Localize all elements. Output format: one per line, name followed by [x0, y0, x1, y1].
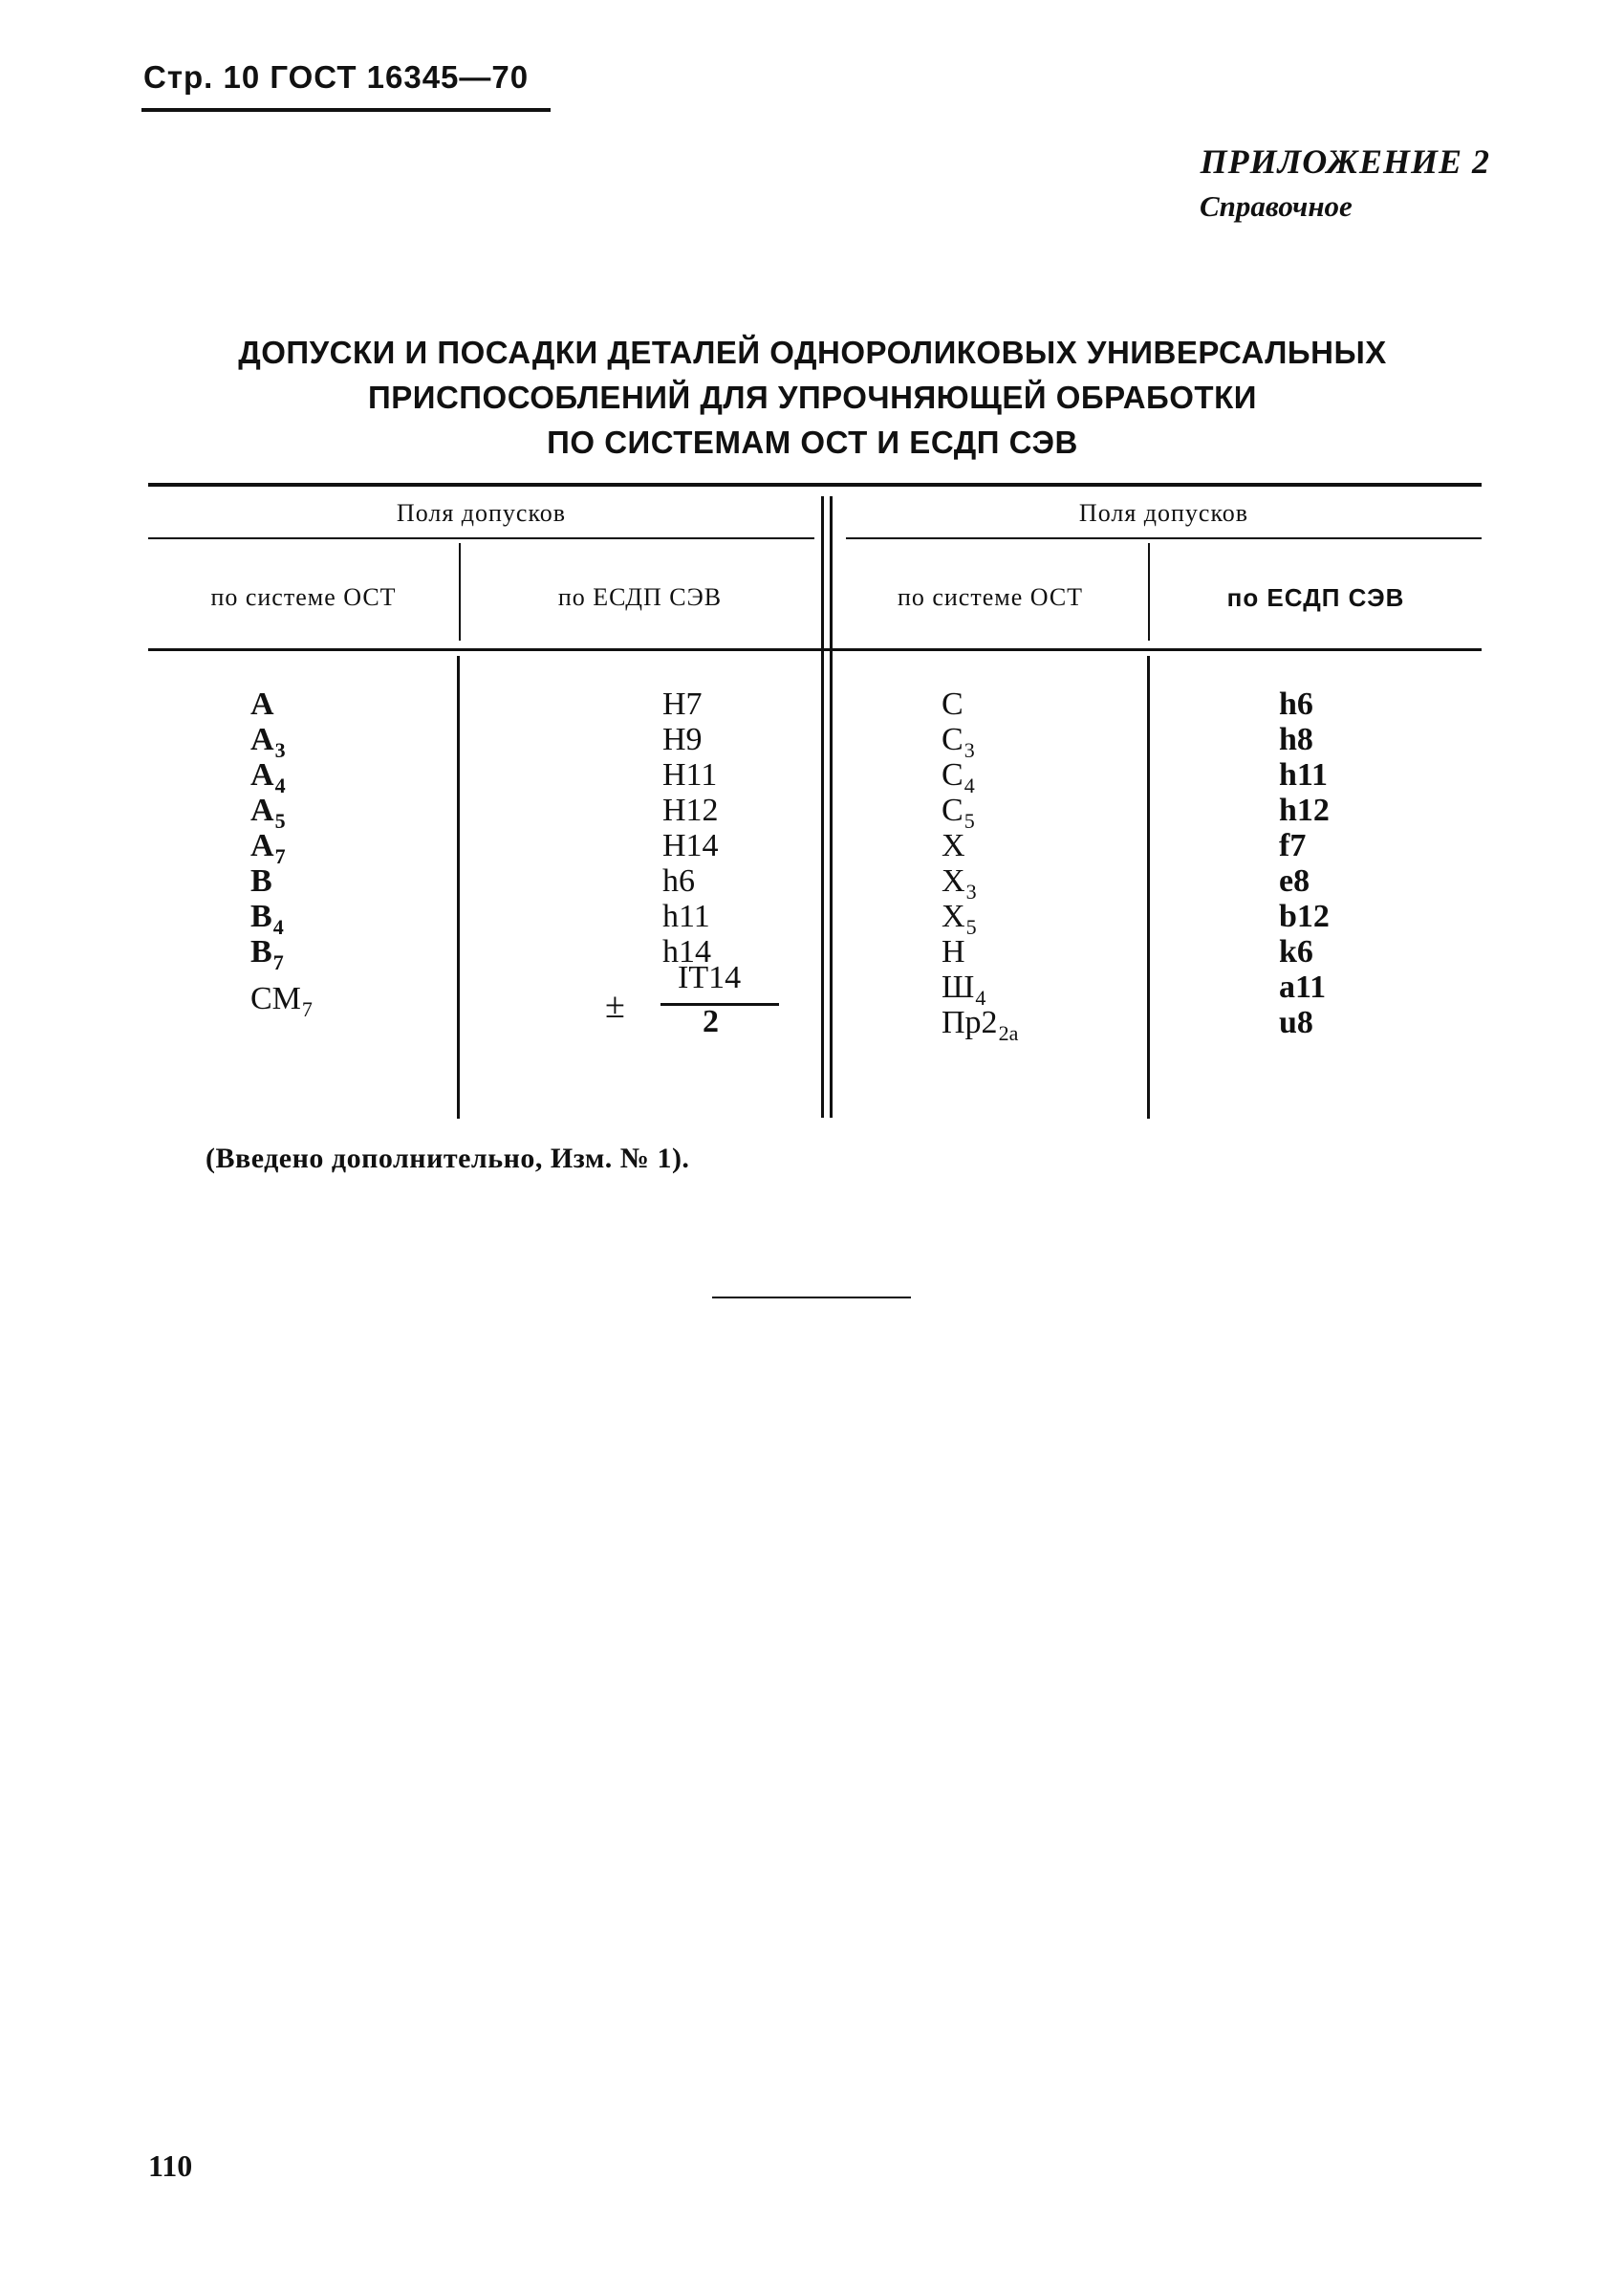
- designation-subscript: 3: [965, 880, 977, 904]
- table-cell: [250, 863, 313, 899]
- column-header-ost-left: по системе ОСТ: [210, 583, 397, 611]
- group-header-right: Поля допусков: [1078, 499, 1249, 527]
- designation-base: В: [250, 863, 272, 899]
- table-cell: [942, 828, 1018, 863]
- amendment-note: (Введено дополнительно, Изм. № 1).: [206, 1143, 690, 1174]
- column-header-ost-right: по системе ОСТ: [897, 583, 1084, 611]
- fraction-cell: [605, 960, 768, 1042]
- table-cell: [250, 934, 313, 974]
- table-subheader-rule-left: [148, 537, 814, 539]
- designation-base: С: [942, 722, 964, 757]
- designation-subscript: 3: [964, 738, 975, 762]
- table-cell: [250, 757, 313, 797]
- table-top-rule: [148, 483, 1482, 487]
- table-cell: [942, 722, 1018, 762]
- appendix-subtitle: Справочное: [1200, 189, 1353, 223]
- designation-base: Н: [942, 934, 965, 970]
- column-left-ost: [250, 687, 313, 1021]
- designation-base: А: [250, 722, 274, 757]
- designation-subscript: 7: [272, 950, 284, 974]
- page-header: Стр. 10 ГОСТ 16345—70: [143, 59, 530, 95]
- column-header-esdp-left: по ЕСДП СЭВ: [557, 583, 723, 611]
- designation-subscript: 4: [964, 774, 975, 797]
- document-title-line: ПО СИСТЕМАМ ОСТ И ЕСДП СЭВ: [547, 425, 1078, 460]
- designation-base: А: [250, 687, 274, 722]
- table-subheader-rule-right: [846, 537, 1482, 539]
- fraction-numerator: IT14: [678, 960, 742, 995]
- designation-subscript: 7: [301, 997, 313, 1021]
- designation-subscript: 2а: [998, 1021, 1019, 1045]
- table-cell: e8: [1279, 863, 1310, 899]
- table-cell: H12: [662, 793, 719, 828]
- table-cell: H7: [662, 687, 703, 722]
- designation-subscript: 4: [274, 774, 286, 797]
- column-left-esdp: [662, 687, 719, 970]
- table-cell: H11: [662, 757, 718, 793]
- column-right-esdp: [1279, 687, 1330, 1040]
- fraction-bar: [660, 1003, 779, 1006]
- designation-base: С: [942, 687, 964, 722]
- designation-base: В: [250, 899, 272, 934]
- designation-base: А: [250, 757, 274, 793]
- designation-base: В: [250, 934, 272, 970]
- table-center-double-rule-a: [821, 496, 824, 1118]
- table-cell: u8: [1279, 1005, 1313, 1040]
- table-header-bottom-rule: [148, 648, 1482, 651]
- designation-base: Х: [942, 863, 965, 899]
- table-cell: [942, 863, 1018, 904]
- table-cell: [250, 687, 313, 722]
- table-cell: [942, 899, 1018, 939]
- column-right-ost: [942, 687, 1019, 1045]
- document-title: [143, 330, 1482, 465]
- designation-base: С: [942, 793, 964, 828]
- table-cell: f7: [1279, 828, 1307, 863]
- table-cell: H9: [662, 722, 703, 757]
- designation-subscript: 4: [272, 915, 284, 939]
- table-cell: [250, 722, 313, 762]
- table-cell: k6: [1279, 934, 1313, 970]
- plus-minus-sign: ±: [605, 986, 625, 1026]
- table-cell: b12: [1279, 899, 1330, 934]
- header-rule: [141, 108, 551, 112]
- table-cell: [250, 828, 313, 868]
- table-cell: [942, 757, 1018, 797]
- designation-subscript: 5: [965, 915, 977, 939]
- page-number: 110: [148, 2148, 193, 2183]
- table-cell: h12: [1279, 793, 1330, 828]
- designation-base: Пр2: [942, 1005, 998, 1040]
- table-cell: [942, 793, 1018, 833]
- column-header-esdp-right: по ЕСДП СЭВ: [1226, 583, 1405, 612]
- document-title-line: ПРИСПОСОБЛЕНИЙ ДЛЯ УПРОЧНЯЮЩЕЙ ОБРАБОТКИ: [368, 380, 1257, 415]
- table-cell: [250, 899, 313, 939]
- table-cell: h11: [662, 899, 710, 934]
- designation-subscript: 5: [964, 809, 975, 833]
- table-cell: [942, 1005, 1019, 1045]
- designation-base: Х: [942, 899, 965, 934]
- designation-base: С: [942, 757, 964, 793]
- fraction-denominator: 2: [703, 1004, 719, 1039]
- table-cell: h6: [1279, 687, 1313, 722]
- designation-base: Ш: [942, 970, 975, 1005]
- table-cell: [942, 970, 1018, 1010]
- table-cell: [250, 793, 313, 833]
- table-cell: h11: [1279, 757, 1329, 793]
- designation-base: А: [250, 793, 274, 828]
- end-rule: [712, 1297, 911, 1298]
- table-cell: h6: [662, 863, 695, 899]
- table-cell: h8: [1279, 722, 1313, 757]
- table-cell: [250, 981, 313, 1021]
- group-header-left: Поля допусков: [396, 499, 567, 527]
- table-col-rule-left-body: [457, 656, 460, 1119]
- table-cell: H14: [662, 828, 719, 863]
- document-title-line: ДОПУСКИ И ПОСАДКИ ДЕТАЛЕЙ ОДНОРОЛИКОВЫХ УНИВЕРСАЛЬНЫХ: [238, 335, 1387, 370]
- appendix-title: ПРИЛОЖЕНИЕ 2: [1200, 142, 1490, 181]
- table-cell: [942, 687, 1018, 722]
- table-cell: a11: [1279, 970, 1327, 1005]
- designation-subscript: 3: [274, 738, 286, 762]
- designation-subscript: 7: [274, 844, 286, 868]
- designation-subscript: 4: [975, 986, 986, 1010]
- table-col-rule-right-body: [1147, 656, 1150, 1119]
- designation-base: СМ: [250, 981, 301, 1016]
- table-cell: [942, 934, 1018, 970]
- designation-subscript: 5: [274, 809, 286, 833]
- designation-base: Х: [942, 828, 965, 863]
- designation-base: А: [250, 828, 274, 863]
- table-cell: h14: [662, 934, 711, 970]
